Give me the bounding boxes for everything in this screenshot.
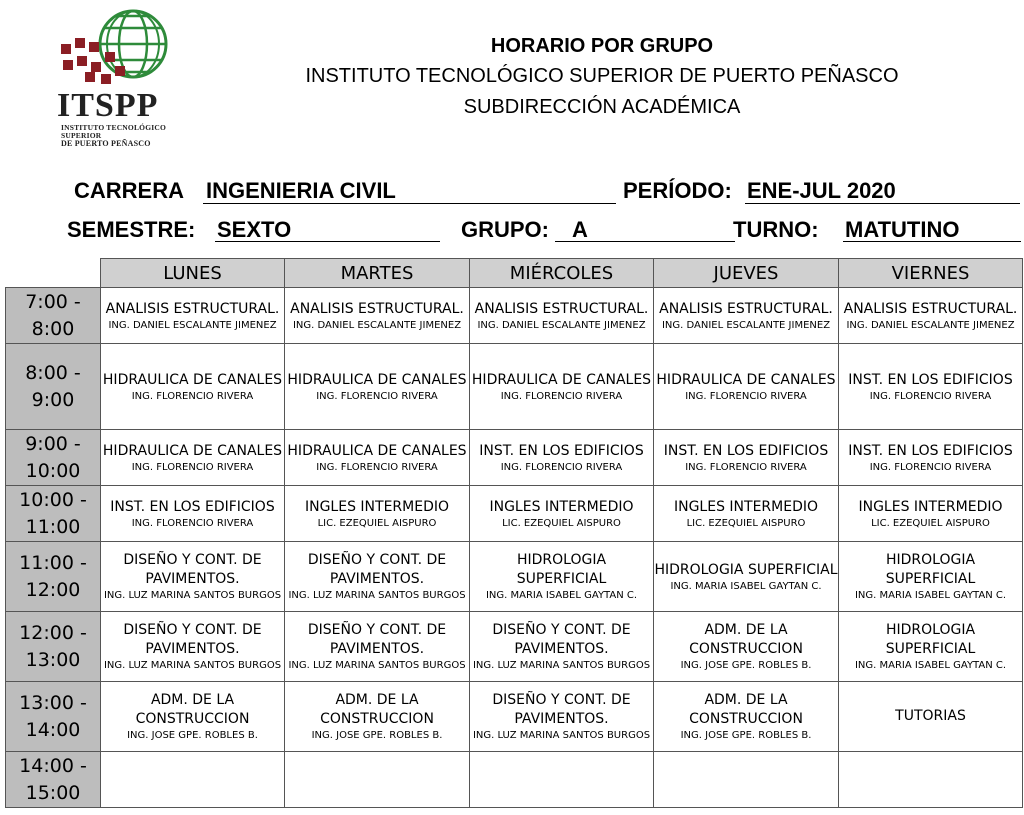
teacher-name: ING. JOSE GPE. ROBLES B. (127, 730, 258, 741)
logo-subtitle: INSTITUTO TECNOLÓGICO SUPERIOR (61, 123, 166, 140)
subject-name: HIDROLOGIA SUPERFICIAL (654, 561, 838, 578)
schedule-row (6, 752, 1023, 808)
class-cell (101, 288, 285, 344)
time-slot (6, 486, 101, 542)
subject-name: DISEÑO Y CONT. DE PAVIMENTOS. (307, 552, 447, 587)
time-label: 15:00 (25, 781, 81, 804)
time-slot (6, 752, 101, 808)
grupo-value: A (572, 217, 588, 242)
teacher-name: ING. FLORENCIO RIVERA (316, 390, 438, 402)
time-label: 11:00 - (19, 551, 87, 574)
teacher-name: ING. DANIEL ESCALANTE JIMENEZ (292, 319, 462, 331)
class-cell (470, 682, 654, 752)
teacher-name: ING. DANIEL ESCALANTE JIMENEZ (661, 319, 831, 331)
teacher-name: ING. FLORENCIO RIVERA (869, 461, 992, 473)
subject-name: DISEÑO Y CONT. DE PAVIMENTOS. (492, 622, 631, 657)
class-cell (839, 344, 1023, 430)
schedule-row (6, 344, 1023, 430)
time-label: 14:00 (25, 718, 81, 741)
grupo-label: GRUPO: (461, 217, 549, 242)
class-cell (285, 288, 470, 344)
subject-name: ADM. DE LA CONSTRUCCION (689, 692, 803, 727)
teacher-name: ING. LUZ MARINA SANTOS BURGOS (103, 660, 282, 671)
teacher-name: ING. DANIEL ESCALANTE JIMENEZ (108, 319, 277, 331)
subject-name: INST. EN LOS EDIFICIOS (848, 371, 1013, 388)
time-slot (6, 344, 101, 430)
teacher-name: ING. MARIA ISABEL GAYTAN C. (854, 660, 1007, 671)
subject-name: DISEÑO Y CONT. DE PAVIMENTOS. (123, 622, 262, 657)
itspp-logo (55, 8, 180, 148)
subject-name: HIDROLOGIA SUPERFICIAL (516, 552, 607, 587)
time-slot (6, 430, 101, 486)
teacher-name: LIC. EZEQUIEL AISPURO (871, 517, 990, 529)
subject-name: INST. EN LOS EDIFICIOS (848, 442, 1013, 459)
subject-name: ADM. DE LA CONSTRUCCION (135, 692, 250, 727)
class-cell (654, 288, 839, 344)
time-label: 8:00 - (25, 361, 81, 384)
corner-cell (6, 259, 101, 288)
day-header-row (6, 259, 1023, 288)
subject-name: INST. EN LOS EDIFICIOS (110, 498, 275, 515)
class-cell (470, 344, 654, 430)
subject-name: ADM. DE LA CONSTRUCCION (320, 692, 434, 727)
periodo-value: ENE-JUL 2020 (747, 178, 896, 203)
subject-name: INGLES INTERMEDIO (858, 498, 1003, 515)
time-slot (6, 682, 101, 752)
semestre-label: SEMESTRE: (67, 217, 196, 242)
class-cell (654, 542, 839, 612)
teacher-name: ING. FLORENCIO RIVERA (131, 390, 254, 402)
teacher-name: ING. FLORENCIO RIVERA (685, 390, 807, 402)
class-cell (839, 612, 1023, 682)
class-cell (654, 612, 839, 682)
subject-name: HIDRAULICA DE CANALES (102, 371, 283, 388)
teacher-name: ING. FLORENCIO RIVERA (500, 390, 623, 402)
teacher-name: ING. DANIEL ESCALANTE JIMENEZ (477, 319, 646, 331)
subject-name: INST. EN LOS EDIFICIOS (663, 442, 829, 459)
subject-name: DISEÑO Y CONT. DE PAVIMENTOS. (123, 552, 262, 587)
subject-name: ANALISIS ESTRUCTURAL. (105, 300, 280, 317)
schedule-table (5, 258, 1023, 808)
teacher-name: ING. FLORENCIO RIVERA (869, 390, 992, 402)
teacher-name: ING. LUZ MARINA SANTOS BURGOS (288, 660, 466, 671)
schedule-row (6, 288, 1023, 344)
subject-name: INST. EN LOS EDIFICIOS (479, 442, 644, 459)
teacher-name: ING. LUZ MARINA SANTOS BURGOS (472, 660, 651, 671)
class-cell (101, 486, 285, 542)
class-cell (654, 752, 839, 808)
teacher-name: ING. FLORENCIO RIVERA (685, 461, 807, 473)
time-label: 14:00 - (19, 754, 87, 777)
logo-wordmark: ITSPP (57, 87, 159, 124)
globe-icon (55, 8, 180, 88)
class-cell (470, 486, 654, 542)
class-cell (654, 344, 839, 430)
subject-name: TUTORIAS (895, 708, 966, 724)
teacher-name: ING. JOSE GPE. ROBLES B. (680, 660, 812, 671)
teacher-name: ING. FLORENCIO RIVERA (500, 461, 623, 473)
class-cell (839, 752, 1023, 808)
class-cell (101, 682, 285, 752)
time-label: 13:00 (25, 648, 81, 671)
subject-name: HIDRAULICA DE CANALES (471, 371, 652, 388)
carrera-label: CARRERA (74, 178, 184, 203)
time-slot (6, 542, 101, 612)
class-cell (285, 612, 470, 682)
class-cell (839, 288, 1023, 344)
teacher-name: ING. JOSE GPE. ROBLES B. (311, 730, 443, 741)
time-label: 12:00 (25, 578, 81, 601)
teacher-name: LIC. EZEQUIEL AISPURO (502, 517, 621, 529)
subject-name: HIDRAULICA DE CANALES (656, 371, 836, 388)
subject-name: ANALISIS ESTRUCTURAL. (290, 300, 464, 317)
time-slot (6, 288, 101, 344)
schedule-row (6, 612, 1023, 682)
teacher-name: ING. FLORENCIO RIVERA (131, 517, 254, 529)
subject-name: HIDROLOGIA SUPERFICIAL (885, 552, 976, 587)
class-cell (285, 752, 470, 808)
class-cell (285, 486, 470, 542)
class-cell (470, 288, 654, 344)
subject-name: ANALISIS ESTRUCTURAL. (843, 300, 1018, 317)
day-header: LUNES (101, 259, 285, 288)
teacher-name: ING. MARIA ISABEL GAYTAN C. (485, 590, 638, 601)
class-cell (470, 542, 654, 612)
class-cell (654, 486, 839, 542)
class-cell (470, 612, 654, 682)
class-cell (285, 542, 470, 612)
time-label: 9:00 (31, 388, 75, 411)
periodo-label: PERÍODO: (623, 178, 732, 203)
logo-subtitle: DE PUERTO PEÑASCO (61, 139, 151, 148)
subject-name: ADM. DE LA CONSTRUCCION (689, 622, 803, 657)
institution-name: INSTITUTO TECNOLÓGICO SUPERIOR DE PUERTO PEÑASCO (305, 65, 899, 87)
teacher-name: ING. JOSE GPE. ROBLES B. (680, 730, 812, 741)
teacher-name: LIC. EZEQUIEL AISPURO (686, 517, 806, 529)
time-label: 8:00 (31, 317, 75, 340)
class-cell (285, 344, 470, 430)
subdirection-name: SUBDIRECCIÓN ACADÉMICA (463, 96, 741, 118)
class-cell (101, 612, 285, 682)
time-label: 13:00 - (19, 691, 87, 714)
time-label: 10:00 (25, 459, 81, 482)
day-header: JUEVES (654, 259, 839, 288)
subject-name: INGLES INTERMEDIO (673, 498, 818, 515)
class-cell (654, 430, 839, 486)
subject-name: HIDRAULICA DE CANALES (287, 442, 467, 459)
class-cell (101, 752, 285, 808)
teacher-name: ING. DANIEL ESCALANTE JIMENEZ (846, 319, 1015, 331)
subject-name: INGLES INTERMEDIO (489, 498, 634, 515)
schedule-row (6, 542, 1023, 612)
turno-label: TURNO: (733, 217, 819, 242)
subject-name: HIDRAULICA DE CANALES (287, 371, 467, 388)
time-label: 10:00 - (19, 488, 87, 511)
class-cell (285, 430, 470, 486)
semestre-value: SEXTO (217, 217, 292, 242)
teacher-name: ING. FLORENCIO RIVERA (316, 461, 438, 473)
class-cell (654, 682, 839, 752)
class-cell (470, 430, 654, 486)
day-header: VIERNES (839, 259, 1023, 288)
class-cell (470, 752, 654, 808)
time-label: 7:00 - (25, 290, 81, 313)
time-label: 11:00 (25, 515, 81, 538)
class-cell (839, 486, 1023, 542)
subject-name: DISEÑO Y CONT. DE PAVIMENTOS. (307, 622, 447, 657)
time-label: 9:00 - (25, 432, 81, 455)
class-cell (101, 344, 285, 430)
teacher-name: ING. MARIA ISABEL GAYTAN C. (670, 580, 822, 592)
class-cell (839, 542, 1023, 612)
day-header: MIÉRCOLES (470, 259, 654, 288)
subject-name: HIDRAULICA DE CANALES (102, 442, 283, 459)
subject-name: ANALISIS ESTRUCTURAL. (659, 300, 833, 317)
class-cell (839, 430, 1023, 486)
schedule-row (6, 486, 1023, 542)
carrera-value: INGENIERIA CIVIL (206, 178, 396, 203)
class-cell (285, 682, 470, 752)
teacher-name: ING. MARIA ISABEL GAYTAN C. (854, 590, 1007, 601)
turno-value: MATUTINO (845, 217, 960, 242)
teacher-name: ING. LUZ MARINA SANTOS BURGOS (472, 730, 651, 741)
teacher-name: ING. LUZ MARINA SANTOS BURGOS (103, 590, 282, 601)
day-header: MARTES (285, 259, 470, 288)
schedule-row (6, 682, 1023, 752)
teacher-name: ING. LUZ MARINA SANTOS BURGOS (288, 590, 466, 601)
class-cell (101, 542, 285, 612)
teacher-name: LIC. EZEQUIEL AISPURO (317, 517, 437, 529)
class-cell (101, 430, 285, 486)
time-slot (6, 612, 101, 682)
subject-name: HIDROLOGIA SUPERFICIAL (885, 622, 976, 657)
schedule-row (6, 430, 1023, 486)
time-label: 12:00 - (19, 621, 87, 644)
class-cell (839, 682, 1023, 752)
teacher-name: ING. FLORENCIO RIVERA (131, 461, 254, 473)
subject-name: DISEÑO Y CONT. DE PAVIMENTOS. (492, 692, 631, 727)
page-title: HORARIO POR GRUPO (490, 35, 714, 57)
subject-name: ANALISIS ESTRUCTURAL. (474, 300, 649, 317)
subject-name: INGLES INTERMEDIO (304, 498, 449, 515)
